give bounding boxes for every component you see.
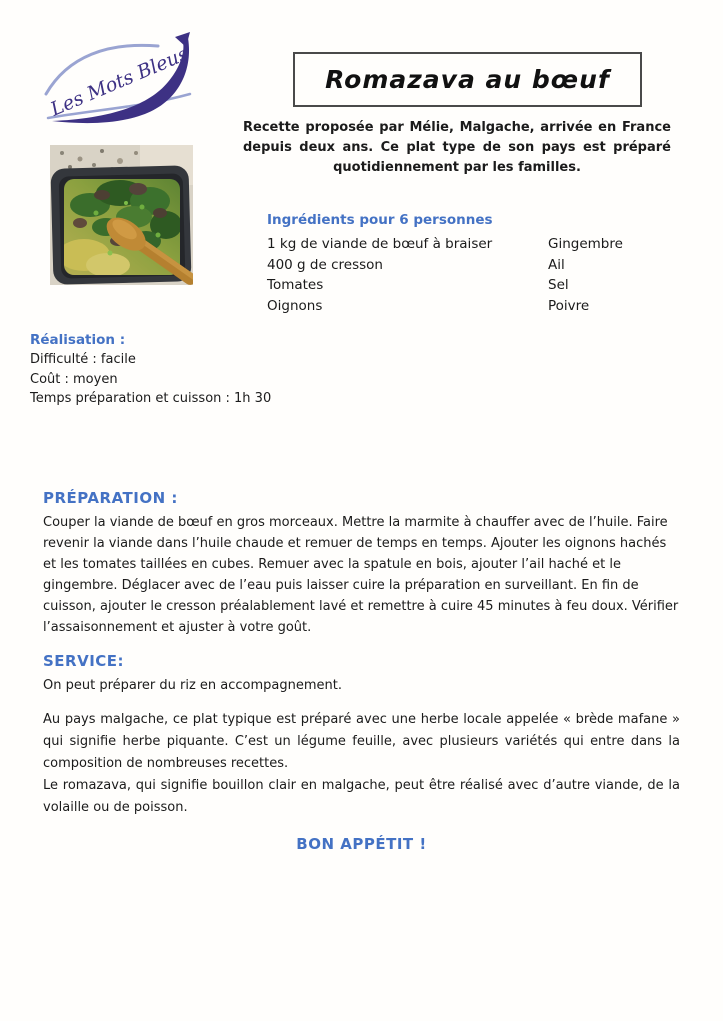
ingredient-item: Tomates [267,277,324,293]
service-body: On peut préparer du riz en accompagnement. [43,678,343,693]
ingredient-item: Ail [548,256,565,273]
note-brede-mafane: Au pays malgache, ce plat typique est préparé avec une herbe locale appelée « brède mafane » qui signifie herbe piquante. C’est un légume feuille, avec plusieurs variétés qui entre dans la composition de nombreuses recettes. [43,712,680,771]
preparation-heading: PRÉPARATION : [43,489,178,507]
ingredients-section [267,212,673,316]
ingredient-item: Sel [548,277,569,293]
recipe-title-box [293,52,642,107]
ingredient-row [267,275,673,296]
bon-appetit-text: BON APPÉTIT ! [296,835,427,853]
service-heading: SERVICE: [43,652,125,670]
ingredient-item: Oignons [267,297,323,314]
ingredient-row [267,234,673,255]
time-line: Temps préparation et cuisson : 1h 30 [30,391,272,406]
les-mots-bleus-logo [38,30,206,140]
difficulty-line: Difficulté : facile [30,352,136,367]
dish-photo [50,145,193,285]
ingredient-item: Gingembre [548,236,623,252]
ingredient-item: 1 kg de viande de bœuf à braiser [267,236,493,252]
ingredients-heading: Ingrédients pour 6 personnes [267,212,493,228]
realisation-section [30,330,430,409]
logo-text: Les Mots Bleus [47,42,192,121]
page-title: Romazava au bœuf [325,65,610,94]
ingredient-item: 400 g de cresson [267,256,383,273]
ingredient-item: Poivre [548,297,590,314]
ingredient-row [267,296,673,317]
preparation-body: Couper la viande de bœuf en gros morceaux. Mettre la marmite à chauffer avec de l’huile. Faire revenir la viande dans l’huile chaude et remuer de temps en temps. Ajouter les oignons hachés et les tomates taillées en cubes. Remuer avec la spatule en bois, ajouter l’ail haché et le gingembre. Déglacer avec de l’eau puis laisser cuire la préparation en surveillant. En fin de cuisson, ajouter le cresson préalablement lavé et remettre à cuire 45 minutes à feu doux. Vérifier l’assaisonnement et ajuster à votre goût. [43,515,679,635]
notes-section [43,709,680,819]
intro-text: Recette proposée par Mélie, Malgache, arrivée en France depuis deux ans. Ce plat type de son pays est préparé quotidiennement par les familles. [243,120,671,175]
ingredient-row [267,255,673,276]
realisation-heading: Réalisation : [30,332,126,348]
note-romazava-meaning: Le romazava, qui signifie bouillon clair en malgache, peut être réalisé avec d’autre viande, de la volaille ou de poisson. [43,778,680,815]
logo-swoosh-icon [38,30,206,140]
cost-line: Coût : moyen [30,371,118,387]
dish-photo-illustration [50,145,193,285]
